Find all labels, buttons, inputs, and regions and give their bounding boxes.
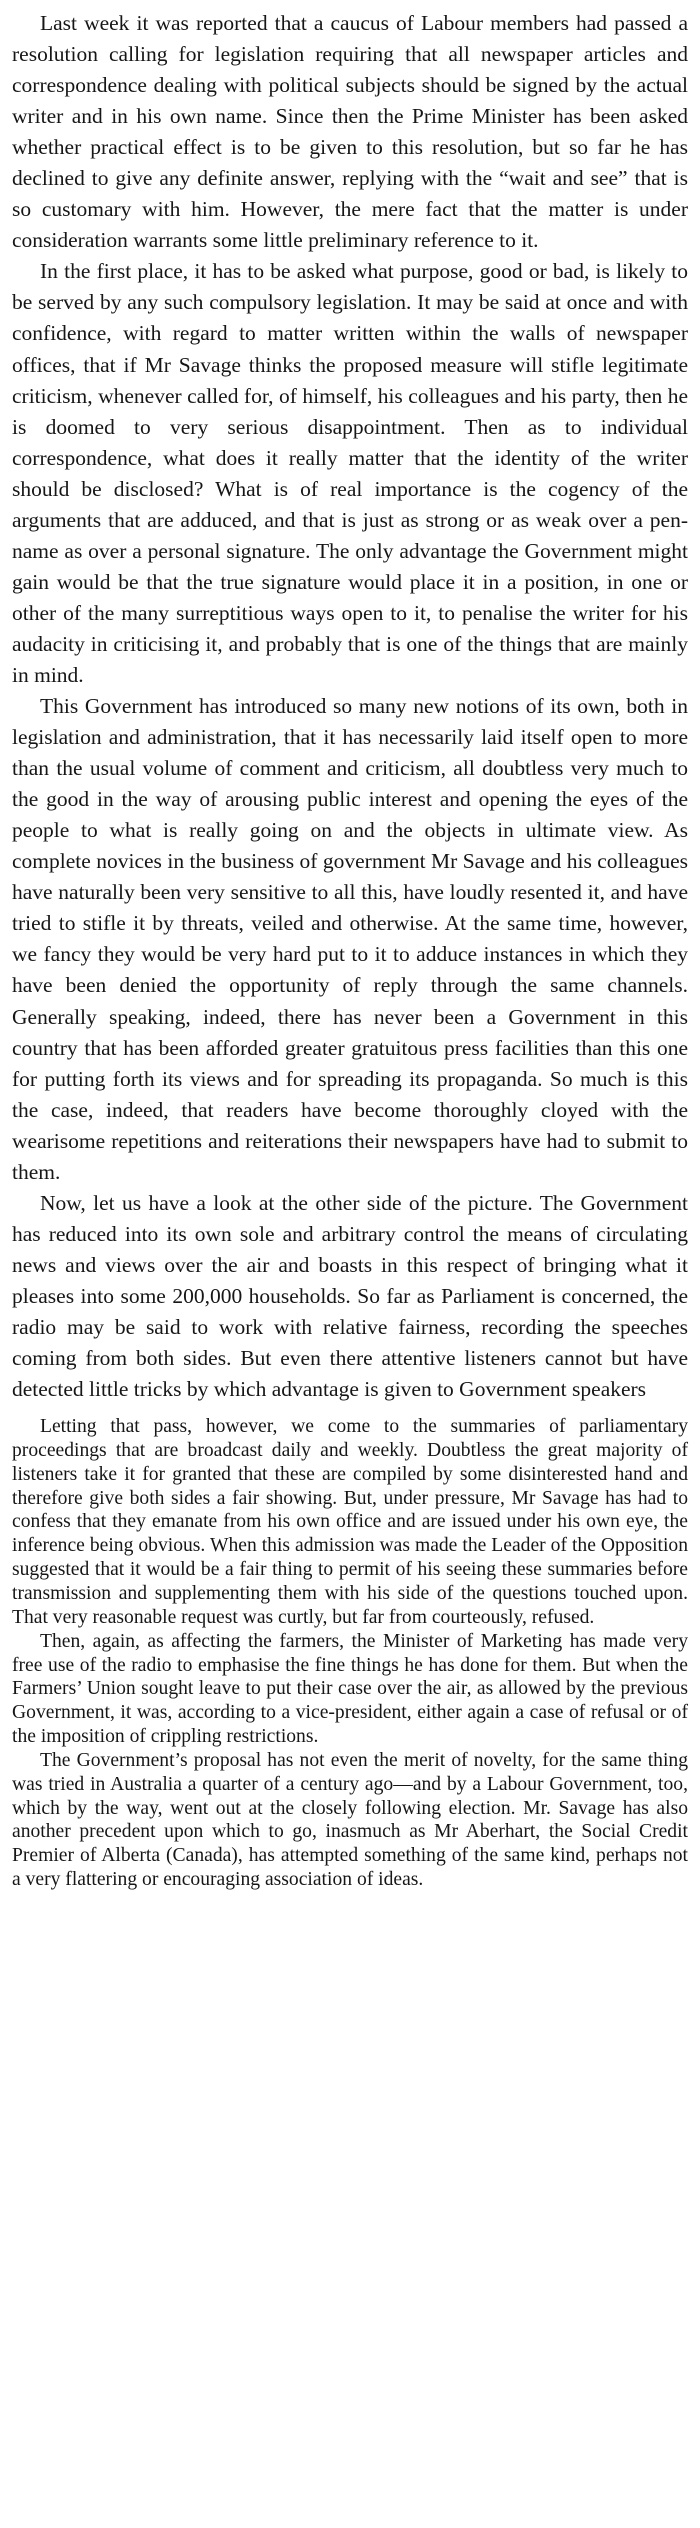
paragraph-government-criticism: This Government has introduced so many new notions of its own, both in legislation and administration, that it has necessarily laid itself open to more than the usual volume of comment and criticism, all doubtless very much to the good in the way of arousing public interest and opening the eyes of the people to what is really going on and the objects in ultimate view. As complete novices in the business of government Mr Savage and his colleagues have naturally been very sensitive to all this, have loudly resented it, and have tried to stifle it by threats, veiled and otherwise. At the same time, however, we fancy they would be very hard put to it to adduce instances in which they have been denied the opportunity of reply through the same channels. Generally speaking, indeed, there has never been a Government in this country that has been afforded greater gratuitous press facilities than this one for putting forth its views and for spreading its propaganda. So much is this the case, indeed, that readers have become thoroughly cloyed with the wearisome repetitions and reiterations their newspapers have had to submit to them.	[12, 694, 688, 1184]
editorial-small-type-section	[12, 1415, 688, 1892]
paragraph-precedents: The Government’s proposal has not even the merit of novelty, for the same thing was tried in Australia a quarter of a century ago—and by a Labour Government, too, which by the way, went out at the closely following election. Mr. Savage has also another precedent upon which to go, inasmuch as Mr Aberhart, the Social Credit Premier of Alberta (Canada), has attempted something of the same kind, perhaps not a very flattering or encouraging association of ideas.	[12, 1749, 688, 1891]
paragraph-purpose-of-legislation: In the first place, it has to be asked what purpose, good or bad, is likely to be served by any such compulsory legislation. It may be said at once and with confidence, with regard to matter written within the walls of newspaper offices, that if Mr Savage thinks the proposed measure will stifle legitimate criticism, whenever called for, of himself, his colleagues and his party, then he is doomed to very serious disappointment. Then as to individual correspondence, what does it really matter that the identity of the writer should be disclosed? What is of real importance is the cogency of the arguments that are adduced, and that is just as strong or as weak over a pen-name as over a personal signature. The only advantage the Government might gain would be that the true signature would place it in a position, in one or other of the many surreptitious ways open to it, to penalise the writer for his audacity in criticising it, and probably that is one of the things that are mainly in mind.	[12, 259, 688, 687]
paragraph-farmers-radio: Then, again, as affecting the farmers, the Minister of Marketing has made very free use of the radio to emphasise the fine things he has done for them. But when the Farmers’ Union sought leave to put their case over the air, as allowed by the previous Government, it was, according to a vice-president, either again a case of refusal or of the imposition of crippling restrictions.	[12, 1630, 688, 1748]
editorial-large-type-section	[12, 8, 688, 1405]
paragraph-parliamentary-summaries: Letting that pass, however, we come to the summaries of parliamentary proceedings that are broadcast daily and weekly. Doubtless the great majority of listeners take it for granted that these are compiled by some disinterested hand and therefore give both sides a fair showing. But, under pressure, Mr Savage has had to confess that they emanate from his own office and are issued under his own eye, the inference being obvious. When this admission was made the Leader of the Opposition suggested that it would be a fair thing to permit of his seeing these summaries before transmission and supplementing them with his side of the questions touched upon. That very reasonable request was curtly, but far from courteously, refused.	[12, 1416, 688, 1628]
paragraph-caucus-resolution: Last week it was reported that a caucus of Labour members had passed a resolution calling for legislation requiring that all newspaper articles and correspondence dealing with political subjects should be signed by the actual writer and in his own name. Since then the Prime Minister has been asked whether practical effect is to be given to this resolution, but so far he has declined to give any definite answer, replying with the “wait and see” that is so customary with him. However, the mere fact that the matter is under consideration warrants some little preliminary reference to it.	[12, 11, 688, 253]
newspaper-column	[12, 8, 688, 1892]
paragraph-radio-control: Now, let us have a look at the other side of the picture. The Government has reduced into its own sole and arbitrary control the means of circulating news and views over the air and boasts in this respect of bringing what it pleases into some 200,000 households. So far as Parliament is concerned, the radio may be said to work with relative fairness, recording the speeches coming from both sides. But even there attentive listeners cannot but have detected little tricks by which advantage is given to Government speakers	[12, 1190, 688, 1402]
